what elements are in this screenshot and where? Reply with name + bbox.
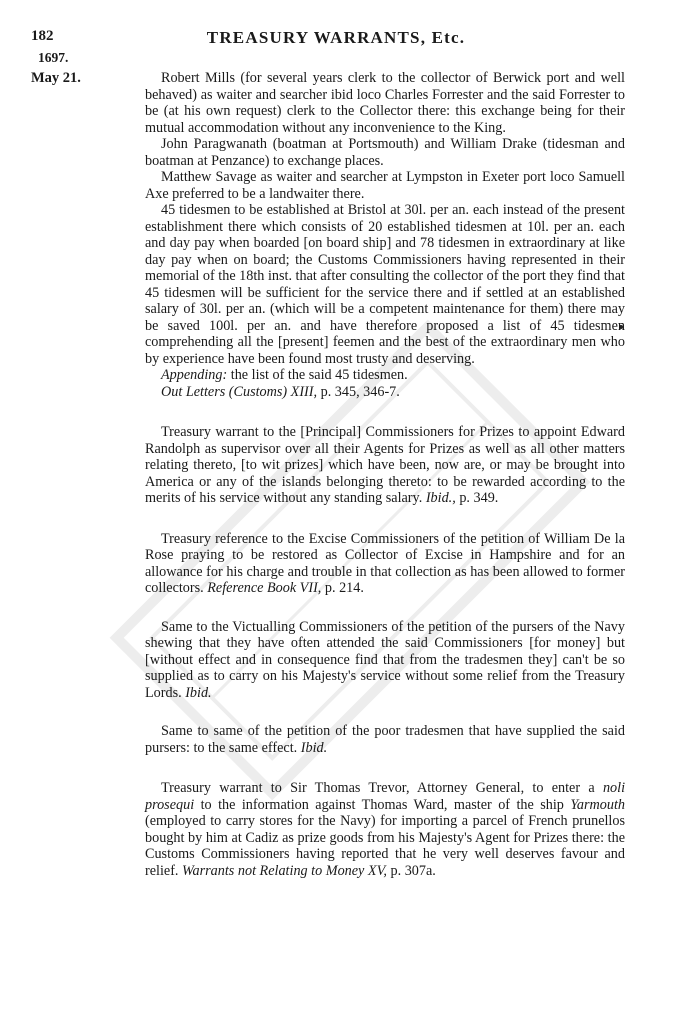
margin-year: 1697. — [38, 50, 69, 65]
trevor-text-a: Treasury warrant to Sir Thomas Trevor, Attorney General, to enter a — [161, 780, 595, 796]
margin-date: May 21. — [31, 70, 81, 86]
out-letters-pages: p. 345, 346-7. — [320, 383, 400, 400]
entry-out-letters-ref — [145, 384, 625, 401]
entry-mills: Robert Mills (for several years clerk to the collector of Berwick port and well behaved) as waiter and searcher ibid loco Charles Forrester and the said Forrester to be (at his own request) clerk to the Collector there: this exchange being for their mutual accommodation without any inconvenience to the King. — [145, 70, 625, 136]
randolph-text: Treasury warrant to the [Principal] Commissioners for Prizes to appoint Edward Randolph as supervisor over all their Agents for Prizes as well as all other matters relating thereto, [to wit prizes] which have been, now are, or may be brought into America or any of the islands belonging thereto: to be rewarded according to the merits of his service without any standing salary. — [145, 424, 625, 506]
trevor-noli-prosequi: noli prosequi — [145, 780, 626, 813]
victualling-text: Same to the Victualling Commissioners of the petition of the pursers of the Navy shewing that they have often attended the said Commissioners [for money] but [without effect and in consequence find that from the tradesmen they] can't be so supplied as to carry on his Majesty's service without some relief from the Treasury Lords. — [145, 618, 625, 701]
entry-savage: Matthew Savage as waiter and searcher at Lympston in Exeter port loco Samuell Axe preferred to be a landwaiter there. — [145, 169, 625, 202]
entry-de-la-rose — [145, 531, 625, 597]
appending-text: the list of the said 45 tidesmen. — [230, 367, 408, 383]
entry-victualling — [145, 619, 625, 702]
tradesmen-source: Ibid. — [300, 739, 328, 756]
entry-tidesmen: 45 tidesmen to be established at Bristol at 30l. per an. each instead of the present establishment there which consists of 20 established tidesmen at 10l. per an. each and day pay when boarded [on board ship] and 78 tidesmen in extraordinary at like day pay when on board; the Customs Commissioners having represented in their memorial of the 18th inst. that after consulting the collector of the port they find that 45 tidesmen will be sufficient for the service there and if settled at an established salary of 30l. per an. (which will be a competent maintenance for them) there may be saved 100l. per an. and have therefore proposed a list of 45 tidesmen comprehending all the [present] feemen and the best of the extraordinary men who by experience have been found most trusty and deserving. — [145, 202, 625, 367]
de-la-rose-source: Reference Book VII, — [207, 580, 322, 596]
trevor-pages: p. 307a. — [390, 862, 436, 879]
randolph-pages: p. 349. — [459, 490, 499, 506]
page-body — [145, 70, 625, 879]
randolph-source: Ibid., — [425, 490, 456, 506]
out-letters-source: Out Letters (Customs) XIII, — [161, 383, 318, 400]
tradesmen-text: Same to same of the petition of the poor tradesmen that have supplied the said pursers: to the same effect. — [145, 723, 625, 756]
entry-paragwanath: John Paragwanath (boatman at Portsmouth) and William Drake (tidesman and boatman at Penzance) to exchange places. — [145, 136, 625, 169]
page-header — [31, 28, 641, 50]
running-title: TREASURY WARRANTS, Etc. — [206, 28, 466, 47]
page-number: 182 — [31, 28, 54, 44]
trevor-source: Warrants not Relating to Money XV, — [182, 862, 387, 879]
entry-tradesmen — [145, 723, 625, 756]
de-la-rose-text: Treasury reference to the Excise Commissioners of the petition of William De la Rose praying to be restored as Collector of Excise in Hampshire and for an allowance for his charge and trouble in that collection as has been allowed to former collectors. — [145, 530, 625, 596]
de-la-rose-pages: p. 214. — [324, 580, 364, 596]
trevor-text-b: to the information against Thomas Ward, master of the ship — [200, 796, 564, 813]
entry-trevor — [145, 780, 625, 879]
entry-randolph — [145, 424, 625, 507]
trevor-text-c: (employed to carry stores for the Navy) for importing a parcel of French prunellos bought by him at Cadiz as prize goods from his Majesty's Agent for Prizes there: the Customs Commissioners having reported that he very well deserves favour and relief. — [145, 813, 625, 879]
victualling-source: Ibid. — [185, 684, 212, 701]
entry-appending — [145, 367, 625, 384]
appending-label: Appending: — [161, 367, 228, 383]
trevor-ship-name: Yarmouth — [570, 796, 626, 813]
